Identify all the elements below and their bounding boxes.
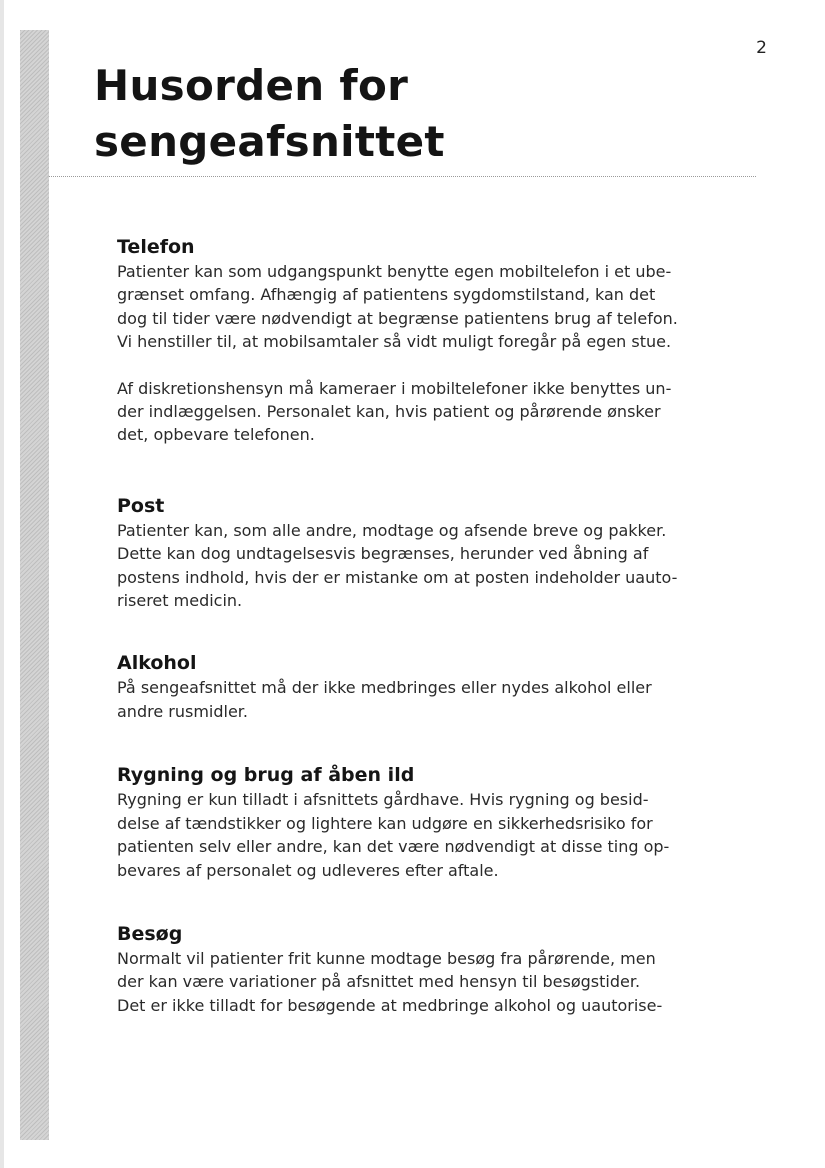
section-paragraph: Af diskretionshensyn må kameraer i mobiltelefoner ikke benyttes un- der indlæggelsen. Personalet kan, hvis patient og pårørende ønsker det, opbevare telefonen.: [117, 378, 672, 445]
section-heading: Alkohol: [117, 652, 197, 675]
page-number: 2: [756, 38, 767, 58]
section-heading: Post: [117, 494, 165, 517]
section-paragraph: Patienter kan, som alle andre, modtage og afsende breve og pakker. Dette kan dog undtagelsesvis begrænses, herunder ved åbning af postens indhold, hvis der er mistanke om at posten indeholder uauto- riseret medicin.: [117, 520, 678, 611]
section-heading: Rygning og brug af åben ild: [117, 764, 415, 787]
section-rygning: [117, 762, 742, 882]
document-body: [117, 234, 742, 1017]
section-heading: Telefon: [117, 236, 195, 258]
section-telefon: [117, 234, 742, 447]
page-title: Husorden for sengeafsnittet: [94, 61, 445, 166]
title-divider: [49, 176, 756, 177]
scan-edge: [0, 0, 4, 1168]
side-band: [20, 30, 49, 1140]
section-besog: [117, 921, 742, 1017]
section-heading: Besøg: [117, 922, 183, 945]
section-paragraph: Normalt vil patienter frit kunne modtage besøg fra pårørende, men der kan være variationer på afsnittet med hensyn til besøgstider. Det er ikke tilladt for besøgende at medbringe alkohol og uautorise-: [117, 948, 663, 1015]
section-paragraph: Rygning er kun tilladt i afsnittets gårdhave. Hvis rygning og besid- delse af tændstikker og lightere kan udgøre en sikkerhedsrisiko for patienten selv eller andre, kan det være nødvendigt at disse ting op- bevares af personalet og udleveres efter aftale.: [117, 790, 670, 880]
section-paragraph: Patienter kan som udgangspunkt benytte egen mobiltelefon i et ube- grænset omfang. Afhængig af patientens sygdomstilstand, kan det dog til tider være nødvendigt at begrænse patientens brug af telefon. Vi henstiller til, at mobilsamtaler så vidt muligt foregår på egen stue.: [117, 262, 678, 352]
section-post: [117, 493, 742, 613]
section-alkohol: [117, 650, 742, 723]
section-paragraph: På sengeafsnittet må der ikke medbringes eller nydes alkohol eller andre rusmidler.: [117, 678, 652, 721]
